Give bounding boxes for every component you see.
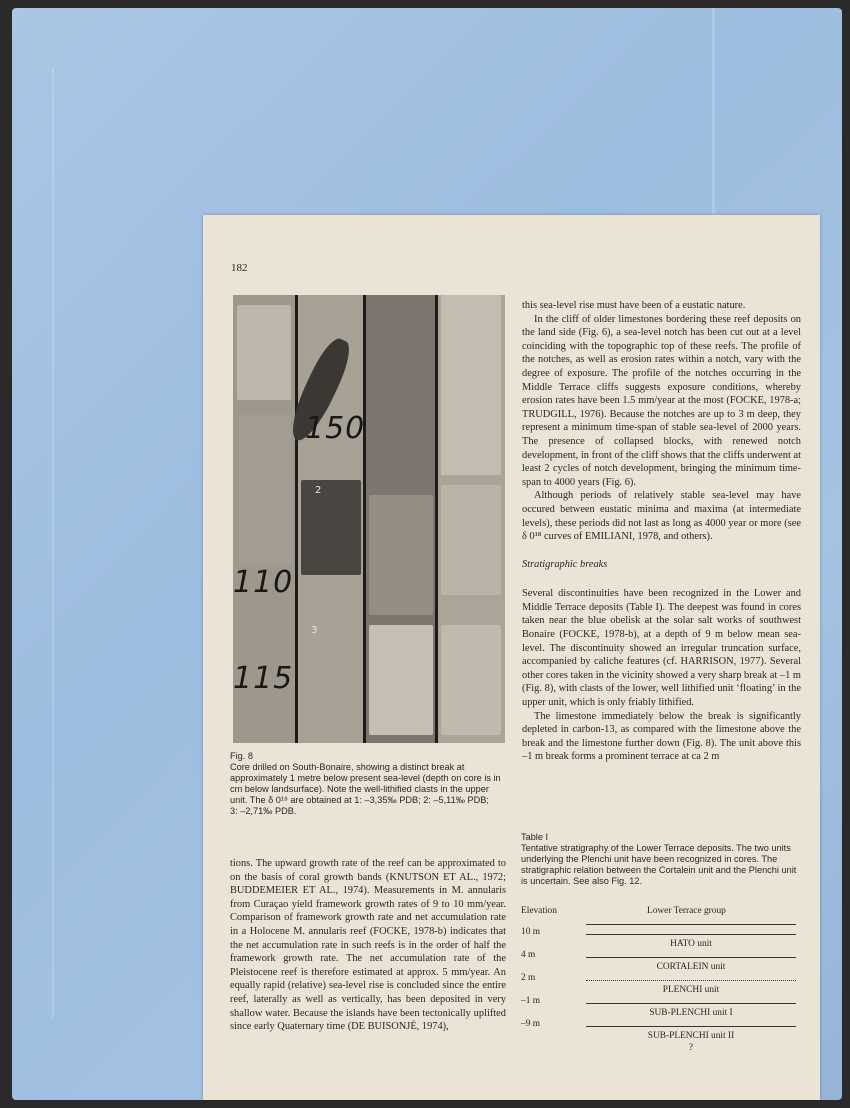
folder-crease — [712, 8, 715, 218]
table-caption — [521, 832, 799, 887]
unit-plenchi: PLENCHI unit — [662, 985, 720, 995]
depth-label-150: 150 — [305, 411, 366, 446]
caption-line: 3: –2,71‰ PDB. — [230, 806, 297, 816]
caption-line: Fig. 8 — [230, 751, 253, 761]
paragraph: In the cliff of older limestones bordering these reef deposits on the land side (Fig. 6), a sea-level notch has been cut out at a level coinciding with the topographic top of these reefs. The profile of the notches, as well as erosion rates within a notch, vary with the degree of exposure. The profile of the notches occurring in the Middle Terrace cliffs suggests exposure conditions, whereby erosion rates have been 1.5 mm/year at the most (FOCKE, 1978-a; TRUDGILL, 1976). Because the notches are up to 3 m deep, they represent a minimum time-span of stable sea-level of 2000 years. The presence of collapsed blocks, with renewed notch development, in front of the cliff shows that the cliffs underwent at least 2 cycles of notch development, bringing the minimum time-span to 4000 years (Fig. 6). — [522, 313, 801, 488]
paragraph: Although periods of relatively stable sea-level may have occured between eustatic minima and maxima (at intermediate levels), these periods did not last as long as 4000 year or more (see δ 0¹⁸ curves of EMILIANI, 1978, and others). — [522, 490, 801, 543]
table-dotted-rule — [586, 980, 796, 981]
unit-sub-plenchi-1: SUB-PLENCHI unit I — [649, 1008, 733, 1018]
core-clast — [441, 295, 501, 475]
core-clast — [441, 485, 501, 595]
table-rule — [586, 924, 796, 925]
caption-line: unit. The δ 0¹⁸ are obtained at 1: –3,35‰ PDB; 2: –5,11‰ PDB; — [230, 795, 489, 805]
left-text-column — [230, 857, 506, 1034]
dark-clast — [301, 480, 361, 575]
caption-line: cm below landsurface). Note the well-lithified clasts in the upper — [230, 784, 489, 794]
column-header-group: Lower Terrace group — [647, 906, 726, 916]
core-divider — [363, 295, 366, 743]
elevation-value: –9 m — [521, 1019, 541, 1029]
table-caption-text: Tentative stratigraphy of the Lower Terrace deposits. The two units underlying the Plenchi unit have been recognized in cores. The stratigraphic relation between the Cortalein unit and the Plenchi unit is uncertain. See also Fig. 12. — [521, 843, 797, 886]
paragraph: Several discontinuities have been recognized in the Lower and Middle Terrace deposits (Table I). The deepest was found in cores taken near the blue obelisk at the solar salt works of southwest Bonaire (FOCKE, 1978-b), at a depth of 9 m below mean sea-level. The discontinuity showed an irregular truncation surface, accompanied by caliche features (cf. HARRISON, 1977). Several other cores taken in the vicinity showed a very sharp break at –1 m (Fig. 8), with clasts of the lower, well lithified unit ‘floating’ in the upper unit, which is only friably lithified. — [522, 588, 801, 709]
paragraph: this sea-level rise must have been of a eustatic nature. — [522, 300, 746, 311]
right-text-column — [522, 299, 801, 764]
unit-sub-plenchi-2: SUB-PLENCHI unit II — [647, 1031, 735, 1041]
section-heading: Stratigraphic breaks — [522, 558, 608, 570]
page-number: 182 — [231, 262, 248, 274]
core-clast — [441, 625, 501, 735]
folder-crease — [52, 68, 54, 1018]
caption-line: Core drilled on South-Bonaire, showing a distinct break at — [230, 762, 465, 772]
table-rule — [586, 934, 796, 935]
paragraph: tions. The upward growth rate of the reef can be approximated to on the basis of coral growth bands (KNUTSON ET AL., 1972; BUDDEMEIER ET AL., 1974). Measurements in M. annularis from Curaçao yield framework growth rates of 9 to 10 mm/year. Comparison of framework growth rate and net accumulation rate in a Holocene M. annularis reef (FOCKE, 1978-b) indicates that the net accumulation rate in such reefs is in the order of half the framework growth rate. The net accumulation rate of the Pleistocene reef is therefore estimated at approx. 5 mm/year. An equally rapid (relative) sea-level rise is concluded since the entire reef, laterally as well as vertically, has been deposited in very shallow water. Because the islands have been tectonically uplifted since early Quaternary time (DE BUISONJÉ, 1974), — [230, 858, 506, 1033]
core-clast — [369, 625, 433, 735]
depth-label-110: 110 — [233, 565, 294, 600]
core-divider — [435, 295, 438, 743]
elevation-value: 4 m — [521, 950, 536, 960]
journal-page — [203, 215, 820, 1100]
caption-line: approximately 1 metre below present sea-level (depth on core is in — [230, 773, 501, 783]
depth-label-115: 115 — [233, 661, 294, 696]
table-title: Table I — [521, 832, 549, 842]
paragraph: The limestone immediately below the break is significantly depleted in carbon-13, as compared with the limestone above the break and the limestone further down (Fig. 8). The unit above this –1 m break forms a prominent terrace at ca 2 m — [522, 710, 801, 763]
core-clast — [239, 415, 291, 565]
elevation-value: 10 m — [521, 927, 541, 937]
figure-caption — [230, 751, 510, 817]
sample-mark-2: 2 — [315, 485, 322, 496]
core-clast — [237, 305, 291, 400]
column-header-elevation: Elevation — [521, 906, 557, 916]
core-photograph — [233, 295, 505, 743]
unit-cortalein: CORTALEIN unit — [656, 962, 726, 972]
table-rule — [586, 957, 796, 958]
table-rule — [586, 1026, 796, 1027]
core-clast — [369, 495, 433, 615]
uncertain-mark: ? — [688, 1043, 694, 1053]
unit-hato: HATO unit — [670, 939, 712, 949]
sample-mark-3: 3 — [311, 625, 318, 636]
elevation-value: –1 m — [521, 996, 541, 1006]
table-rule — [586, 1003, 796, 1004]
elevation-value: 2 m — [521, 973, 536, 983]
core-divider — [295, 295, 298, 743]
